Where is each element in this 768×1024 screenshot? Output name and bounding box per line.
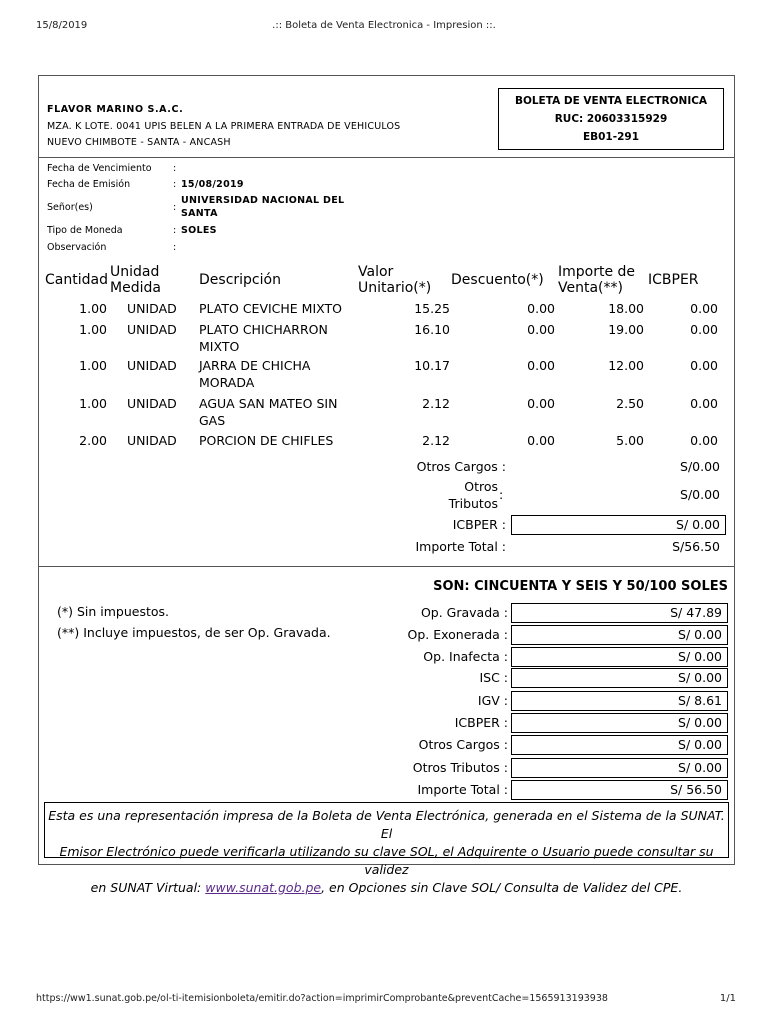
header-valor-1: Valor	[358, 264, 394, 280]
icbper-value: S/ 0.00	[511, 515, 726, 535]
otros-tributos-label-2: Tributos	[448, 496, 498, 511]
total-value: S/56.50	[672, 539, 720, 554]
cell-icbper: 0.00	[690, 396, 718, 411]
cell-descripcion: JARRA DE CHICHA	[199, 358, 311, 373]
otros-cargos-2-label: Otros Cargos :	[418, 737, 508, 752]
legal-note	[44, 802, 729, 895]
cell-importe: 19.00	[608, 322, 644, 337]
header-importe-1: Importe de	[558, 264, 636, 280]
cell-importe: 18.00	[608, 301, 644, 316]
otros-cargos-label: Otros Cargos :	[416, 459, 506, 474]
otros-tributos-2-label: Otros Tributos :	[412, 760, 508, 775]
cell-descripcion-2: MIXTO	[199, 339, 240, 354]
cell-cantidad: 1.00	[79, 396, 107, 411]
print-url: https://ww1.sunat.gob.pe/ol-ti-itemisionboleta/emitir.do?action=imprimirComprobante&preventCache=1565913193938	[36, 993, 608, 1004]
cell-descuento: 0.00	[527, 433, 555, 448]
print-page-number: 1/1	[719, 993, 736, 1004]
importe-total-2-label: Importe Total :	[417, 782, 508, 797]
colon: :	[173, 163, 177, 174]
igv-value: S/ 8.61	[511, 691, 728, 711]
icbper-2-label: ICBPER :	[454, 715, 508, 730]
company-name: FLAVOR MARINO S.A.C.	[47, 104, 184, 115]
importe-total-2-value: S/ 56.50	[511, 780, 728, 800]
cell-unidad: UNIDAD	[127, 433, 177, 448]
cell-descripcion: PLATO CHICHARRON	[199, 322, 328, 337]
cell-icbper: 0.00	[690, 322, 718, 337]
cell-cantidad: 1.00	[79, 322, 107, 337]
company-address-1: MZA. K LOTE. 0041 UPIS BELEN A LA PRIMERA ENTRADA DE VEHICULOS	[47, 121, 401, 132]
otros-tributos-value: S/0.00	[680, 487, 720, 502]
print-title: .:: Boleta de Venta Electronica - Impresion ::.	[272, 20, 496, 31]
cell-valor: 2.12	[422, 433, 450, 448]
legal-note-text: en SUNAT Virtual:	[90, 880, 206, 895]
print-date: 15/8/2019	[36, 20, 88, 31]
otros-cargos-2-value: S/ 0.00	[511, 735, 728, 755]
cell-unidad: UNIDAD	[127, 322, 177, 337]
cell-descripcion-2: GAS	[199, 413, 226, 428]
cell-importe: 2.50	[616, 396, 644, 411]
cell-descuento: 0.00	[527, 358, 555, 373]
otros-tributos-label-1: Otros	[464, 479, 498, 494]
op-exonerada-value: S/ 0.00	[511, 625, 728, 645]
otros-tributos-2-value: S/ 0.00	[511, 758, 728, 778]
icbper-label: ICBPER :	[452, 517, 506, 532]
legal-note-text: , en Opciones sin Clave SOL/ Consulta de Validez del CPE.	[321, 880, 683, 895]
cell-icbper: 0.00	[690, 433, 718, 448]
senor-label: Señor(es)	[47, 202, 93, 213]
note-sin-impuestos: (*) Sin impuestos.	[57, 604, 170, 619]
emision-label: Fecha de Emisión	[47, 179, 131, 190]
cell-descuento: 0.00	[527, 396, 555, 411]
amount-in-words: SON: CINCUENTA Y SEIS Y 50/100 SOLES	[433, 579, 728, 594]
cell-descripcion: AGUA SAN MATEO SIN	[199, 396, 338, 411]
senor-value-2: SANTA	[181, 208, 218, 219]
emision-value: 15/08/2019	[181, 179, 244, 190]
op-gravada-label: Op. Gravada :	[420, 605, 508, 620]
company-address-2: NUEVO CHIMBOTE - SANTA - ANCASH	[47, 137, 231, 148]
document-type: BOLETA DE VENTA ELECTRONICA	[514, 95, 708, 107]
cell-icbper: 0.00	[690, 358, 718, 373]
document-box	[498, 88, 724, 150]
isc-value: S/ 0.00	[511, 668, 728, 688]
total-label: Importe Total :	[415, 539, 506, 554]
vencimiento-label: Fecha de Vencimiento	[47, 163, 152, 174]
sunat-link[interactable]: www.sunat.gob.pe	[205, 880, 322, 895]
document-number: EB01-291	[582, 131, 640, 143]
cell-icbper: 0.00	[690, 301, 718, 316]
op-exonerada-label: Op. Exonerada :	[407, 627, 508, 642]
colon: :	[173, 225, 177, 236]
cell-valor: 10.17	[414, 358, 450, 373]
note-incluye-impuestos: (**) Incluye impuestos, de ser Op. Gravada.	[57, 625, 331, 640]
op-inafecta-label: Op. Inafecta :	[423, 649, 508, 664]
igv-label: IGV :	[477, 693, 508, 708]
cell-valor: 15.25	[414, 301, 450, 316]
header-valor-2: Unitario(*)	[358, 280, 432, 296]
header-unidad-2: Medida	[110, 280, 161, 296]
moneda-label: Tipo de Moneda	[47, 225, 123, 236]
observacion-label: Observación	[47, 242, 107, 253]
cell-unidad: UNIDAD	[127, 358, 177, 373]
cell-cantidad: 1.00	[79, 301, 107, 316]
cell-cantidad: 2.00	[79, 433, 107, 448]
cell-unidad: UNIDAD	[127, 396, 177, 411]
header-descuento: Descuento(*)	[451, 272, 544, 288]
colon: :	[499, 487, 504, 502]
cell-importe: 5.00	[616, 433, 644, 448]
cell-valor: 16.10	[414, 322, 450, 337]
colon: :	[173, 242, 177, 253]
cell-descuento: 0.00	[527, 301, 555, 316]
icbper-2-value: S/ 0.00	[511, 713, 728, 733]
cell-descuento: 0.00	[527, 322, 555, 337]
op-gravada-value: S/ 47.89	[511, 603, 728, 623]
header-descripcion: Descripción	[199, 272, 281, 288]
colon: :	[173, 179, 177, 190]
cell-descripcion: PLATO CEVICHE MIXTO	[199, 301, 342, 316]
header-icbper: ICBPER	[648, 272, 699, 288]
legal-note-line-1: Esta es una representación impresa de la Boleta de Venta Electrónica, generada en el Sistema de la SUNAT. El	[48, 808, 725, 841]
header-unidad-1: Unidad	[110, 264, 160, 280]
cell-unidad: UNIDAD	[127, 301, 177, 316]
cell-cantidad: 1.00	[79, 358, 107, 373]
cell-descripcion: PORCION DE CHIFLES	[199, 433, 334, 448]
cell-importe: 12.00	[608, 358, 644, 373]
op-inafecta-value: S/ 0.00	[511, 647, 728, 667]
header-importe-2: Venta(**)	[558, 280, 623, 296]
header-cantidad: Cantidad	[45, 272, 108, 288]
legal-note-line-2: Emisor Electrónico puede verificarla utilizando su clave SOL, el Adquirente o Usuario puede consultar su validez	[59, 844, 714, 877]
legal-note-line-3	[45, 879, 728, 897]
colon: :	[173, 202, 177, 213]
divider	[38, 157, 735, 158]
cell-descripcion-2: MORADA	[199, 375, 255, 390]
senor-value-1: UNIVERSIDAD NACIONAL DEL	[181, 195, 345, 206]
isc-label: ISC :	[479, 670, 508, 685]
otros-cargos-value: S/0.00	[680, 459, 720, 474]
cell-valor: 2.12	[422, 396, 450, 411]
document-ruc: RUC: 20603315929	[554, 113, 668, 125]
moneda-value: SOLES	[181, 225, 217, 236]
divider	[38, 566, 735, 567]
